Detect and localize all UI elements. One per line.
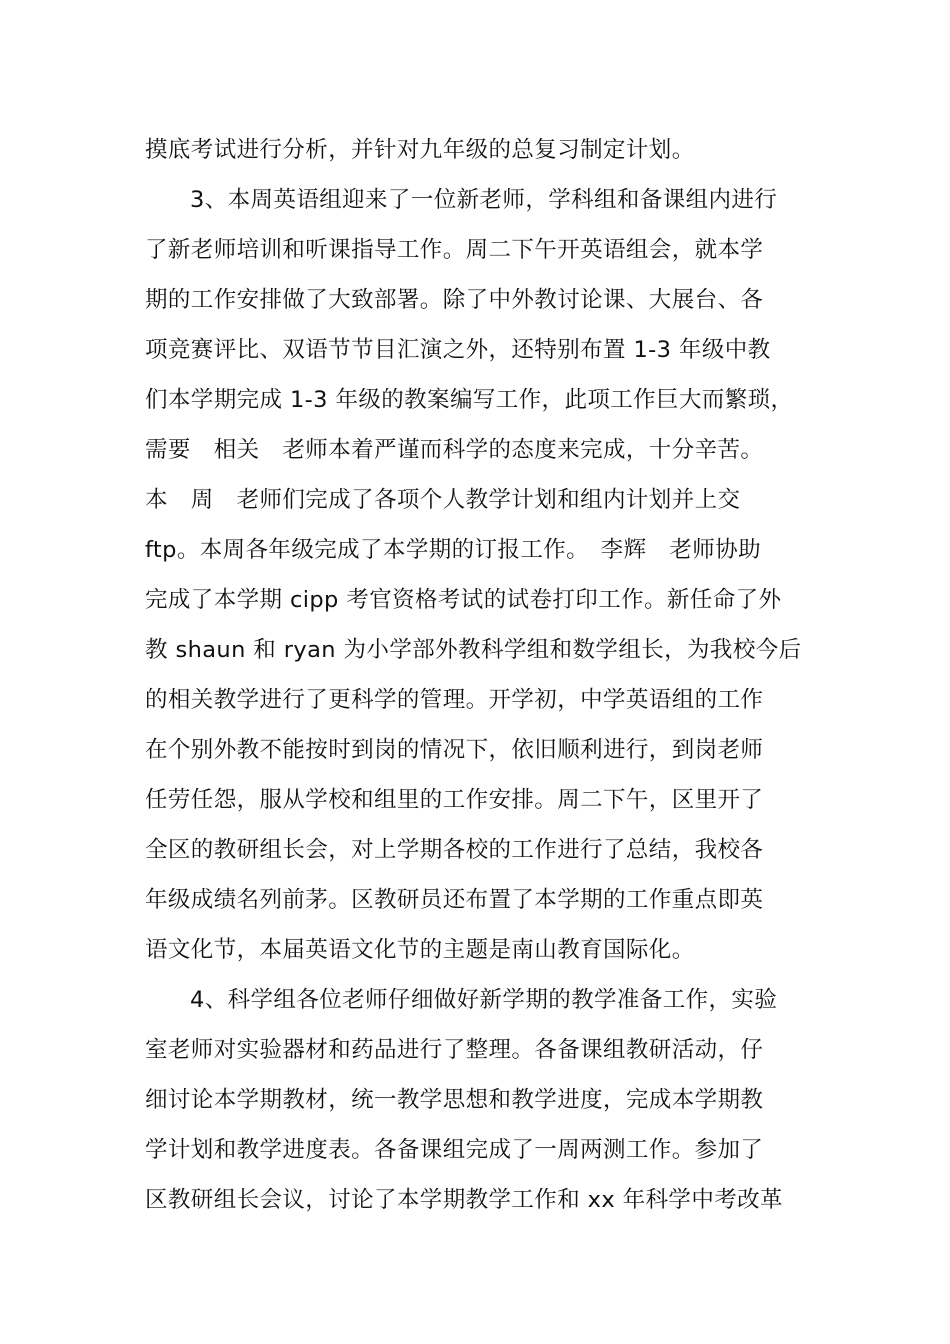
text-line: 语文化节，本届英语文化节的主题是南山教育国际化。: [145, 937, 695, 963]
text-line: 项竞赛评比、双语节节目汇演之外，还特别布置 1-3 年级中教: [145, 337, 771, 363]
text-line: 本 周 老师们完成了各项个人教学计划和组内计划并上交: [145, 487, 741, 513]
text-line: 完成了本学期 cipp 考官资格考试的试卷打印工作。新任命了外: [145, 587, 782, 613]
text-line: 室老师对实验器材和药品进行了整理。各备课组教研活动，仔: [145, 1037, 764, 1063]
text-line: 期的工作安排做了大致部署。除了中外教讨论课、大展台、各: [145, 287, 764, 313]
text-line: 细讨论本学期教材，统一教学思想和教学进度，完成本学期教: [145, 1087, 764, 1113]
text-line: 们本学期完成 1-3 年级的教案编写工作，此项工作巨大而繁琐，: [145, 387, 794, 413]
text-line: 在个别外教不能按时到岗的情况下，依旧顺利进行，到岗老师: [145, 737, 764, 763]
text-line: 的相关教学进行了更科学的管理。开学初，中学英语组的工作: [145, 687, 764, 713]
text-line: 4、科学组各位老师仔细做好新学期的教学准备工作，实验: [190, 987, 778, 1013]
text-line: 任劳任怨，服从学校和组里的工作安排。周二下午，区里开了: [145, 787, 764, 813]
text-line: 区教研组长会议，讨论了本学期教学工作和 xx 年科学中考改革: [145, 1187, 783, 1213]
text-line: ftp。本周各年级完成了本学期的订报工作。 李辉 老师协助: [145, 537, 761, 563]
text-line: 年级成绩名列前茅。区教研员还布置了本学期的工作重点即英: [145, 887, 764, 913]
text-line: 教 shaun 和 ryan 为小学部外教科学组和数学组长，为我校今后: [145, 637, 802, 663]
text-line: 全区的教研组长会，对上学期各校的工作进行了总结，我校各: [145, 837, 764, 863]
text-line: 需要 相关 老师本着严谨而科学的态度来完成，十分辛苦。: [145, 437, 764, 463]
text-line: 摸底考试进行分析，并针对九年级的总复习制定计划。: [145, 137, 695, 163]
text-line: 了新老师培训和听课指导工作。周二下午开英语组会，就本学: [145, 237, 764, 263]
text-line: 学计划和教学进度表。各备课组完成了一周两测工作。参加了: [145, 1137, 764, 1163]
text-line: 3、本周英语组迎来了一位新老师，学科组和备课组内进行: [190, 187, 778, 213]
